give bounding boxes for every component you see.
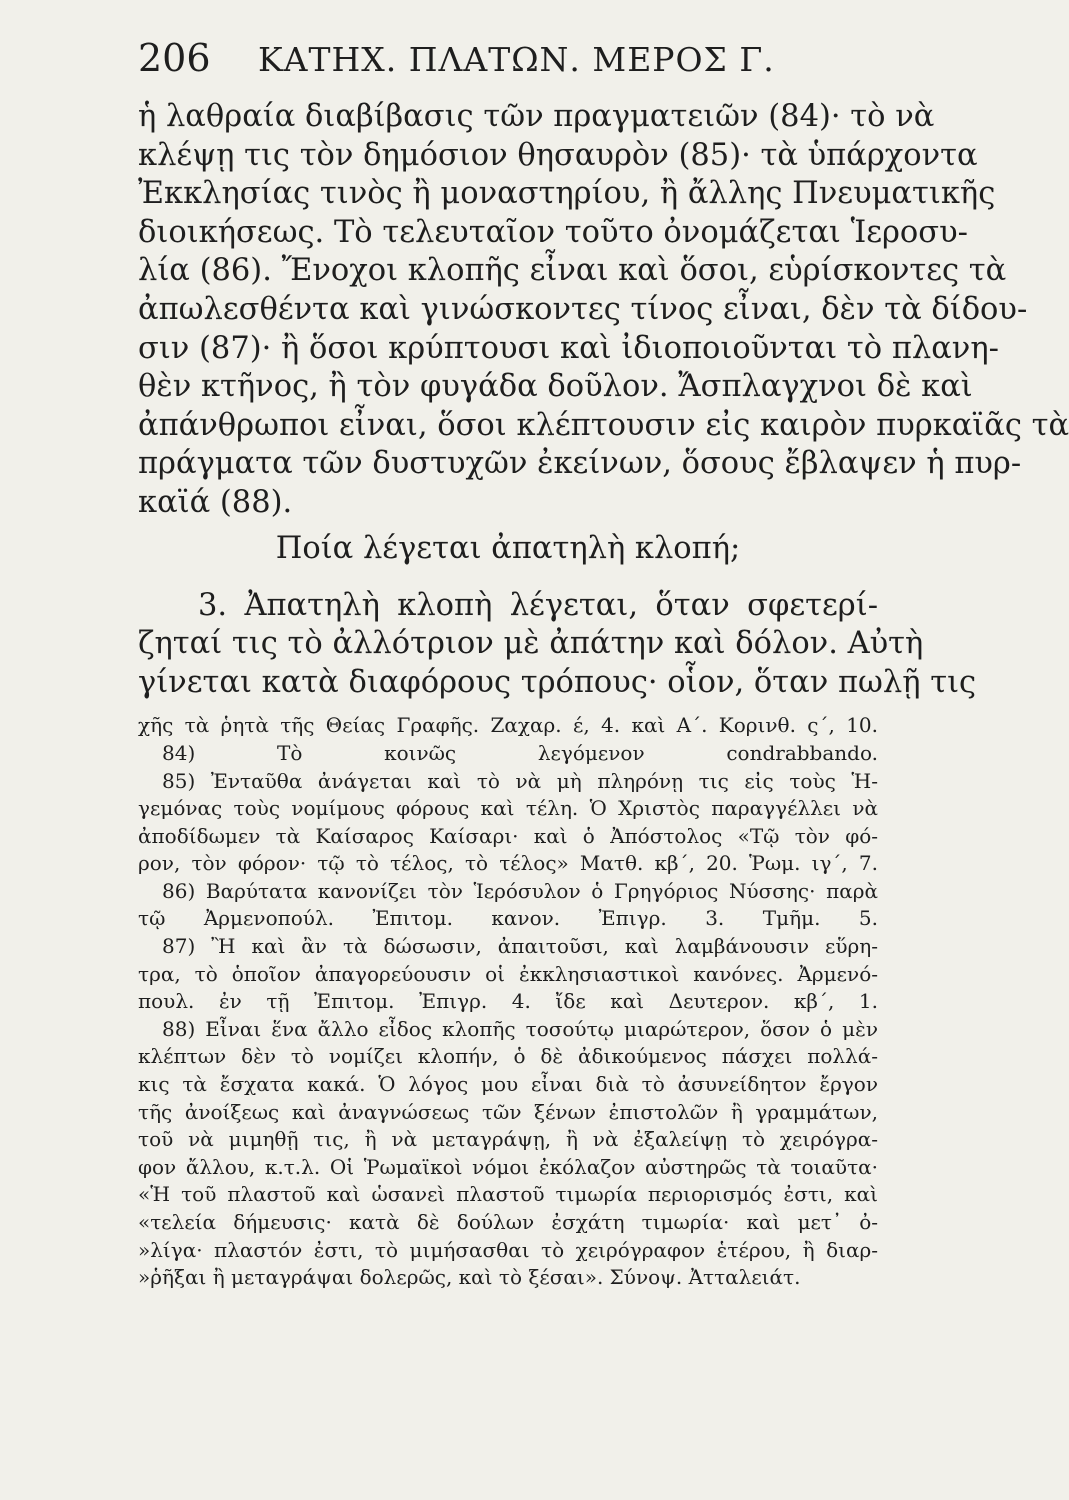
footnote-line: «τελεία δήμευσις· κατὰ δὲ δούλων ἐσχάτη τιμωρία· καὶ μετ᾽ ὀ- — [138, 1210, 878, 1234]
text-line: λία (86). Ἔνοχοι κλοπῆς εἶναι καὶ ὅσοι, εὑρίσκοντες τὰ — [138, 253, 1007, 289]
text-line: καϊά (88). — [138, 484, 293, 520]
text-line: ἡ λαθραία διαβίβασις τῶν πραγματειῶν (84)· τὸ νὰ — [138, 99, 935, 134]
footnote-line: »λίγα· πλαστόν ἐστι, τὸ μιμήσασθαι τὸ χειρόγραφον ἑτέρου, ἢ διαρ- — [138, 1237, 878, 1262]
footnote-line: κις τὰ ἔσχατα κακά. Ὁ λόγος μου εἶναι διὰ τὸ ἀσυνείδητον ἔργον — [138, 1072, 878, 1097]
text-line: πράγματα τῶν δυστυχῶν ἐκείνων, ὅσους ἔβλαψεν ἡ πυρ- — [138, 446, 1022, 482]
footnote-line: κλέπτων δὲν τὸ νομίζει κλοπήν, ὁ δὲ ἀδικούμενος πάσχει πολλά- — [138, 1044, 878, 1069]
footnote-line: τοῦ νὰ μιμηθῇ τις, ἢ νὰ μεταγράψῃ, ἢ νὰ ἐξαλείψῃ τὸ χειρόγρα- — [138, 1127, 878, 1152]
footnote-line: »ῥῆξαι ἢ μεταγράψαι δολερῶς, καὶ τὸ ξέσαι». Σύνοψ. Ἀτταλειάτ. — [138, 1265, 801, 1290]
footnote-88: 88) Εἶναι ἕνα ἄλλο εἶδος κλοπῆς τοσούτῳ μιαρώτερον, ὅσον ὁ μὲν — [162, 1016, 878, 1041]
text-line: Ἐκκλησίας τινὸς ἢ μοναστηρίου, ἢ ἄλλης Πνευματικῆς — [138, 176, 996, 212]
footnote-line: πουλ. ἐν τῇ Ἐπιτομ. Ἐπιγρ. 4. ἴδε καὶ Δευτερον. κβ΄, 1. — [138, 989, 878, 1014]
text-line: ἀπωλεσθέντα καὶ γινώσκοντες τίνος εἶναι, δὲν τὰ δίδου- — [138, 291, 1028, 327]
text-line: κλέψῃ τις τὸν δημόσιον θησαυρὸν (85)· τὰ ὑπάρχοντα — [138, 137, 978, 173]
footnote-line: γεμόνας τοὺς νομίμους φόρους καὶ τέλη. Ὁ Χριστὸς παραγγέλλει νὰ — [138, 796, 878, 821]
running-head: ΚΑΤΗΧ. ΠΛΑΤΩΝ. ΜΕΡΟΣ Γ. — [258, 40, 775, 79]
footnote-85: 85) Ἐνταῦθα ἀνάγεται καὶ τὸ νὰ μὴ πληρόνῃ τις εἰς τοὺς Ἡ- — [162, 768, 878, 793]
page-number: 206 — [138, 36, 211, 80]
footnote-line: τῷ Ἀρμενοπούλ. Ἐπιτομ. κανον. Ἐπιγρ. 3. Τμῆμ. 5. — [138, 906, 878, 931]
footnote-line: χῆς τὰ ῥητὰ τῆς Θείας Γραφῆς. Ζαχαρ. έ, 4. καὶ Α΄. Κορινθ. ς΄, 10. — [138, 713, 878, 738]
footnote-line: ἀποδίδωμεν τὰ Καίσαρος Καίσαρι· καὶ ὁ Ἀπόστολος «Τῷ τὸν φό- — [138, 823, 878, 848]
text-line: γίνεται κατὰ διαφόρους τρόπους· οἷον, ὅταν πωλῇ τις — [138, 664, 977, 700]
footnote-line: «Ἡ τοῦ πλαστοῦ καὶ ὡσανεὶ πλαστοῦ τιμωρία περιορισμός ἐστι, καὶ — [138, 1182, 878, 1207]
footnote-line: τρα, τὸ ὁποῖον ἀπαγορεύουσιν οἱ ἐκκλησιαστικοὶ κανόνες. Ἀρμενό- — [138, 961, 878, 986]
footnote-line: τῆς ἀνοίξεως καὶ ἀναγνώσεως τῶν ξένων ἐπιστολῶν ἢ γραμμάτων, — [138, 1099, 878, 1124]
text-line: σιν (87)· ἢ ὅσοι κρύπτουσι καὶ ἰδιοποιοῦνται τὸ πλανη- — [138, 330, 999, 366]
answer-paragraph — [138, 587, 977, 703]
text-line: διοικήσεως. Τὸ τελευταῖον τοῦτο ὀνομάζεται Ἱεροσυ- — [138, 214, 968, 250]
footnote-line: φον ἄλλου, κ.τ.λ. Οἱ Ῥωμαϊκοὶ νόμοι ἐκόλαζον αὐστηρῶς τὰ τοιαῦτα· — [138, 1154, 878, 1179]
text-line: ἀπάνθρωποι εἶναι, ὅσοι κλέπτουσιν εἰς καιρὸν πυρκαϊᾶς τὰ — [138, 407, 1069, 443]
footnotes — [138, 712, 878, 1291]
footnote-84: 84) Τὸ κοινῶς λεγόμενον condrabbando. — [162, 740, 878, 765]
text-line: 3. Ἀπατηλὴ κλοπὴ λέγεται, ὅταν σφετερί- — [198, 587, 878, 623]
main-paragraph — [138, 98, 1069, 523]
text-line: θὲν κτῆνος, ἢ τὸν φυγάδα δοῦλον. Ἄσπλαγχνοι δὲ καὶ — [138, 369, 973, 405]
footnote-86: 86) Βαρύτατα κανονίζει τὸν Ἱερόσυλον ὁ Γρηγόριος Νύσσης· παρὰ — [162, 878, 878, 903]
footnote-87: 87) Ἢ καὶ ἂν τὰ δώσωσιν, ἀπαιτοῦσι, καὶ λαμβάνουσιν εὕρη- — [162, 934, 878, 959]
text-line: ζηταί τις τὸ ἀλλότριον μὲ ἀπάτην καὶ δόλον. Αὐτὴ — [138, 626, 924, 662]
footnote-line: ρον, τὸν φόρον· τῷ τὸ τέλος, τὸ τέλος» Ματθ. κβ΄, 20. Ῥωμ. ιγ΄, 7. — [138, 851, 878, 876]
page-header — [138, 36, 878, 98]
question-heading: Ποία λέγεται ἀπατηλὴ κλοπή; — [275, 530, 741, 566]
